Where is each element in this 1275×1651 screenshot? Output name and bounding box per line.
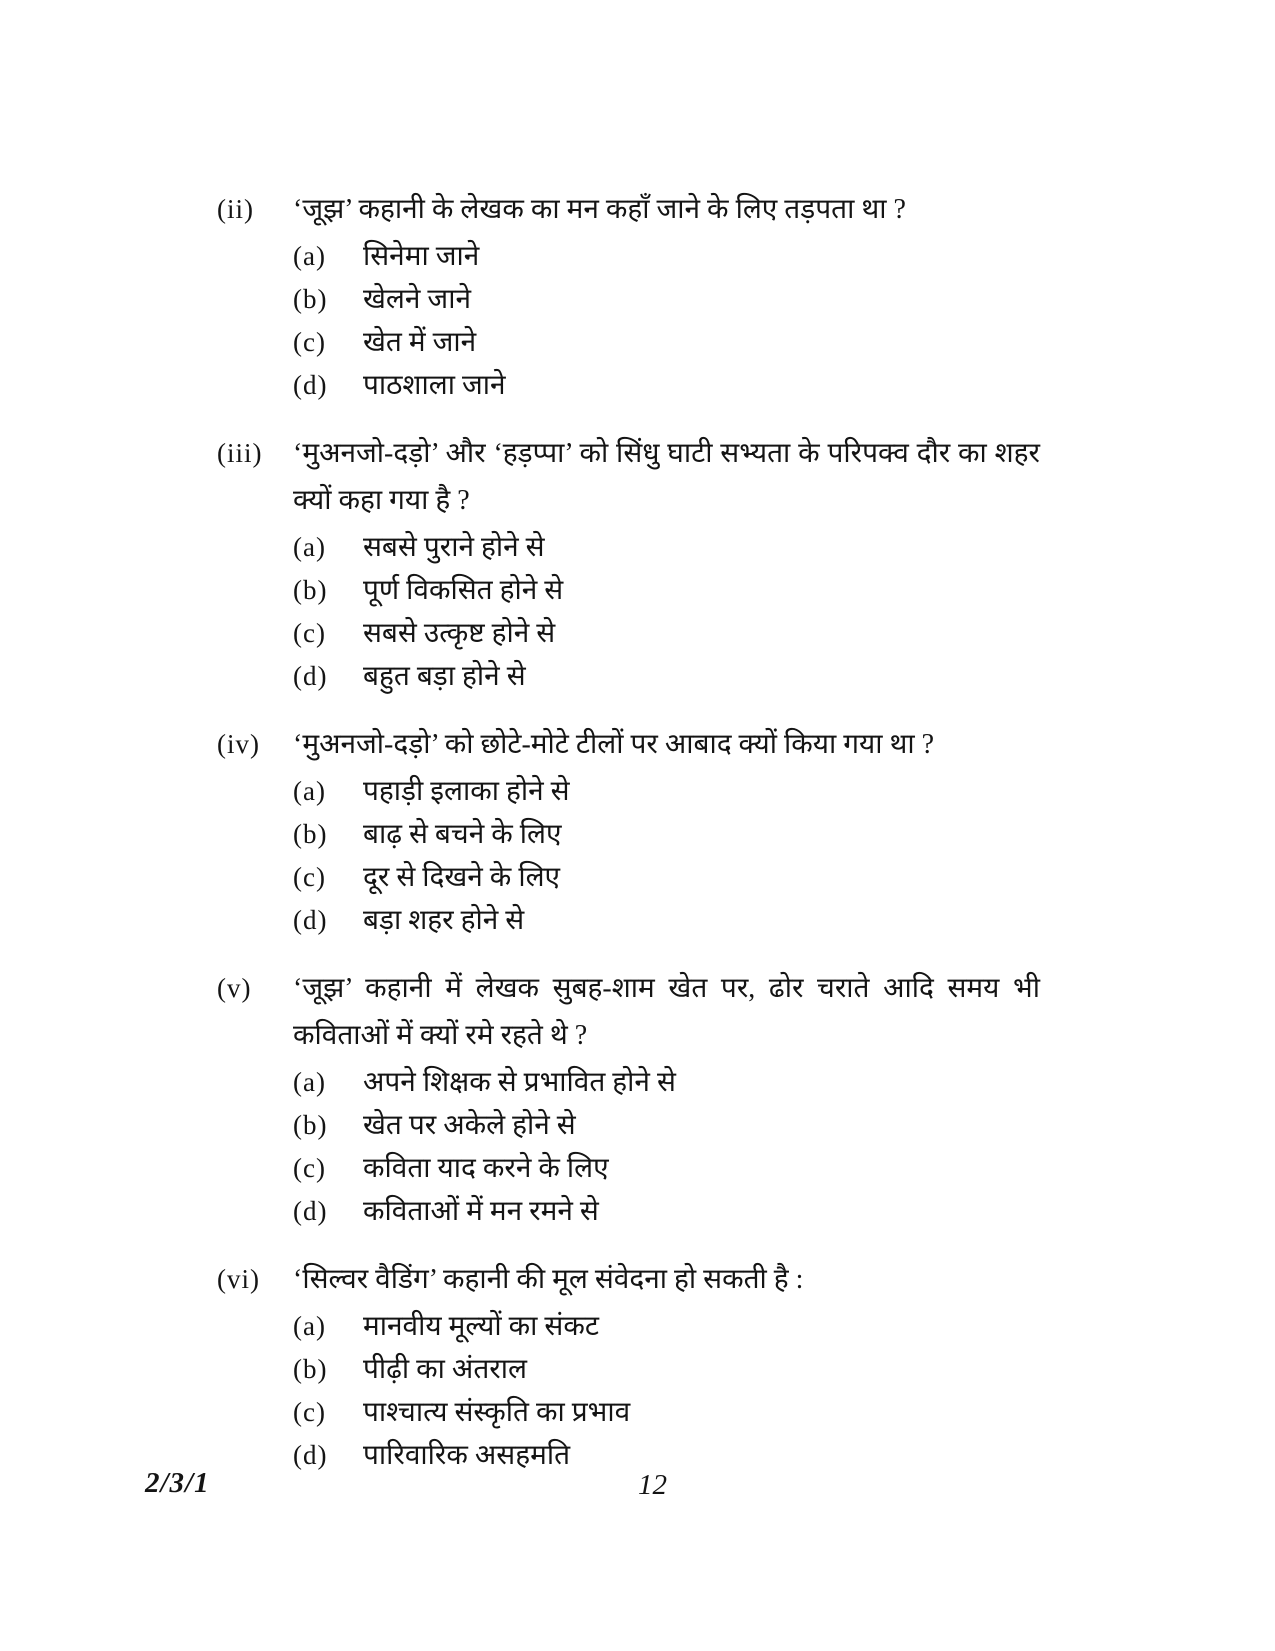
question-number: (vi) bbox=[217, 1264, 260, 1294]
option-label: (d) bbox=[293, 905, 328, 935]
question-body bbox=[293, 965, 1040, 1233]
option-label: (c) bbox=[293, 327, 326, 357]
option-label: (b) bbox=[293, 284, 328, 314]
question-list bbox=[217, 186, 1040, 1477]
option-label: (a) bbox=[293, 241, 326, 271]
mcq-option bbox=[293, 364, 1040, 407]
option-text: पारिवारिक असहमति bbox=[363, 1440, 571, 1471]
option-label: (d) bbox=[293, 661, 328, 691]
question-text: ‘जूझ’ कहानी में लेखक सुबह-शाम खेत पर, ढोर चराते आदि समय भी कविताओं में क्यों रमे रहते थे ? bbox=[293, 973, 1040, 1051]
paper-code: 2/3/1 bbox=[145, 1467, 210, 1499]
question-vi bbox=[217, 1256, 1040, 1477]
option-label: (d) bbox=[293, 1196, 328, 1226]
option-label: (b) bbox=[293, 819, 328, 849]
mcq-option bbox=[293, 1104, 1040, 1147]
question-text: ‘जूझ’ कहानी के लेखक का मन कहाँ जाने के लिए तड़पता था ? bbox=[293, 194, 906, 225]
option-text: कविताओं में मन रमने से bbox=[363, 1196, 599, 1227]
option-text: मानवीय मूल्यों का संकट bbox=[363, 1311, 599, 1342]
option-text: अपने शिक्षक से प्रभावित होने से bbox=[363, 1067, 676, 1098]
option-label: (d) bbox=[293, 370, 328, 400]
question-body bbox=[293, 430, 1040, 698]
question-body bbox=[293, 721, 1040, 942]
option-text: बड़ा शहर होने से bbox=[363, 905, 525, 936]
option-text: सबसे उत्कृष्ट होने से bbox=[363, 618, 556, 649]
option-label: (c) bbox=[293, 1153, 326, 1183]
option-text: दूर से दिखने के लिए bbox=[363, 862, 561, 893]
mcq-option bbox=[293, 1190, 1040, 1233]
options-group bbox=[293, 526, 1040, 698]
option-label: (a) bbox=[293, 532, 326, 562]
question-body bbox=[293, 1256, 1040, 1477]
question-text: ‘मुअनजो-दड़ो’ और ‘हड़प्पा’ को सिंधु घाटी सभ्यता के परिपक्व दौर का शहर क्यों कहा गया है ? bbox=[293, 438, 1040, 516]
mcq-option bbox=[293, 770, 1040, 813]
mcq-option bbox=[293, 1391, 1040, 1434]
question-v bbox=[217, 965, 1040, 1233]
option-text: कविता याद करने के लिए bbox=[363, 1153, 609, 1184]
mcq-option bbox=[293, 278, 1040, 321]
option-text: खेत पर अकेले होने से bbox=[363, 1110, 576, 1141]
page-number: 12 bbox=[638, 1469, 667, 1501]
option-label: (a) bbox=[293, 1067, 326, 1097]
question-iv bbox=[217, 721, 1040, 942]
mcq-option bbox=[293, 655, 1040, 698]
question-ii bbox=[217, 186, 1040, 407]
options-group bbox=[293, 770, 1040, 942]
mcq-option bbox=[293, 526, 1040, 569]
option-label: (a) bbox=[293, 776, 326, 806]
question-body bbox=[293, 186, 1040, 407]
option-label: (c) bbox=[293, 862, 326, 892]
mcq-option bbox=[293, 612, 1040, 655]
option-label: (b) bbox=[293, 1110, 328, 1140]
options-group bbox=[293, 1061, 1040, 1233]
option-label: (d) bbox=[293, 1440, 328, 1470]
option-label: (b) bbox=[293, 575, 328, 605]
mcq-option bbox=[293, 1147, 1040, 1190]
option-text: पाश्चात्य संस्कृति का प्रभाव bbox=[363, 1397, 631, 1428]
question-text: ‘मुअनजो-दड़ो’ को छोटे-मोटे टीलों पर आबाद क्यों किया गया था ? bbox=[293, 729, 935, 760]
option-label: (c) bbox=[293, 618, 326, 648]
mcq-option bbox=[293, 813, 1040, 856]
mcq-option bbox=[293, 1348, 1040, 1391]
mcq-option bbox=[293, 569, 1040, 612]
mcq-option bbox=[293, 856, 1040, 899]
option-text: खेलने जाने bbox=[363, 284, 471, 315]
mcq-option bbox=[293, 235, 1040, 278]
option-label: (b) bbox=[293, 1354, 328, 1384]
mcq-option bbox=[293, 899, 1040, 942]
question-number: (v) bbox=[217, 973, 252, 1003]
mcq-option bbox=[293, 321, 1040, 364]
options-group bbox=[293, 235, 1040, 407]
question-text: ‘सिल्वर वैडिंग’ कहानी की मूल संवेदना हो सकती है : bbox=[293, 1264, 804, 1295]
question-number: (iv) bbox=[217, 729, 260, 759]
options-group bbox=[293, 1305, 1040, 1477]
option-text: खेत में जाने bbox=[363, 327, 477, 358]
option-text: बाढ़ से बचने के लिए bbox=[363, 819, 562, 850]
option-text: पाठशाला जाने bbox=[363, 370, 506, 401]
option-text: पूर्ण विकसित होने से bbox=[363, 575, 564, 606]
option-text: पहाड़ी इलाका होने से bbox=[363, 776, 570, 807]
option-text: सिनेमा जाने bbox=[363, 241, 480, 272]
option-text: सबसे पुराने होने से bbox=[363, 532, 545, 563]
option-text: बहुत बड़ा होने से bbox=[363, 661, 526, 692]
question-number: (ii) bbox=[217, 194, 254, 224]
mcq-option bbox=[293, 1305, 1040, 1348]
mcq-option bbox=[293, 1061, 1040, 1104]
option-text: पीढ़ी का अंतराल bbox=[363, 1354, 527, 1385]
option-label: (a) bbox=[293, 1311, 326, 1341]
question-number: (iii) bbox=[217, 438, 263, 468]
option-label: (c) bbox=[293, 1397, 326, 1427]
question-iii bbox=[217, 430, 1040, 698]
